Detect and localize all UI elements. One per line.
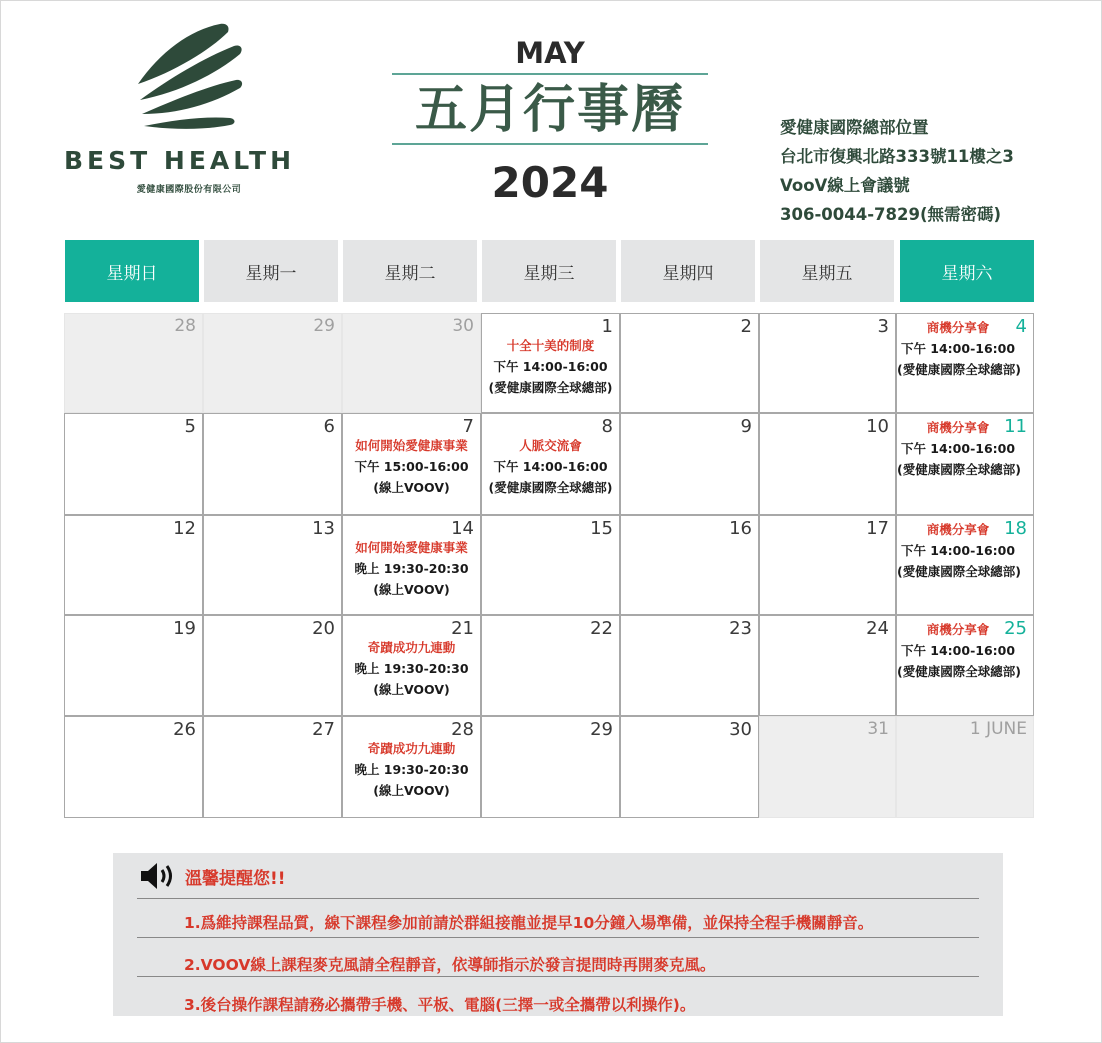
- weekday-monday: 星期一: [204, 240, 338, 302]
- event-location: (線上VOOV): [373, 582, 450, 597]
- event-title: 商機分享會: [926, 522, 990, 537]
- calendar-event: [343, 638, 480, 700]
- calendar-event: [897, 620, 1019, 682]
- day-number: 24: [866, 618, 889, 639]
- calendar-day-cell: [342, 615, 481, 716]
- calendar-day-cell: [620, 615, 759, 716]
- calendar-day-cell: [203, 413, 342, 515]
- calendar-day-cell: [896, 313, 1034, 413]
- day-number: 6: [323, 416, 335, 437]
- day-number: 14: [451, 518, 474, 539]
- event-title: 商機分享會: [926, 320, 990, 335]
- day-number: 13: [312, 518, 335, 539]
- day-number: 15: [590, 518, 613, 539]
- event-time: 下午 14:00-16:00: [900, 643, 1016, 658]
- calendar-day-cell: [64, 515, 203, 615]
- calendar-event: [897, 418, 1019, 480]
- month-english: MAY: [515, 36, 585, 70]
- day-number: 22: [590, 618, 613, 639]
- day-number: 1: [601, 316, 613, 337]
- calendar-day-cell: [620, 313, 759, 413]
- day-number: 29: [313, 316, 335, 336]
- calendar-event: [482, 336, 619, 398]
- day-number: 20: [312, 618, 335, 639]
- calendar-event: [343, 538, 480, 600]
- headquarters-info: [780, 113, 1080, 229]
- event-location: (線上VOOV): [373, 480, 450, 495]
- calendar-day-cell: [620, 515, 759, 615]
- event-title: 奇蹟成功九連動: [367, 741, 456, 756]
- event-location: (愛健康國際全球總部): [897, 462, 1021, 477]
- calendar-day-cell: [342, 313, 481, 413]
- day-number: 2: [740, 316, 752, 337]
- event-time: 下午 14:00-16:00: [900, 341, 1016, 356]
- event-title: 商機分享會: [926, 622, 990, 637]
- event-location: (愛健康國際全球總部): [488, 480, 613, 495]
- calendar-event: [897, 318, 1019, 380]
- weekday-saturday: 星期六: [900, 240, 1034, 302]
- calendar-day-cell: [620, 413, 759, 515]
- day-number: 19: [173, 618, 196, 639]
- day-number: 31: [867, 719, 889, 739]
- info-line: VooV線上會議號: [780, 176, 910, 195]
- calendar-day-cell: [203, 615, 342, 716]
- weekday-friday: 星期五: [760, 240, 894, 302]
- title-top-rule: [392, 73, 708, 75]
- day-number: 30: [452, 316, 474, 336]
- day-number: 18: [1004, 518, 1027, 539]
- calendar-day-cell: [342, 515, 481, 615]
- event-title: 如何開始愛健康事業: [355, 438, 468, 453]
- calendar-event: [897, 520, 1019, 582]
- divider: [137, 898, 979, 899]
- day-number: 21: [451, 618, 474, 639]
- event-location: (線上VOOV): [373, 682, 450, 697]
- weekday-tuesday: 星期二: [343, 240, 477, 302]
- calendar-day-cell: [64, 413, 203, 515]
- event-time: 晚上 19:30-20:30: [354, 762, 469, 777]
- calendar-day-cell: [64, 615, 203, 716]
- reminder-panel: [113, 853, 1003, 1016]
- calendar-day-cell: [896, 615, 1034, 716]
- event-location: (愛健康國際全球總部): [897, 664, 1021, 679]
- reminder-item: 1.爲維持課程品質，線下課程參加前請於群組接龍並提早10分鐘入場準備，並保持全程手機關靜音。: [184, 914, 874, 932]
- calendar-day-cell: [759, 313, 896, 413]
- event-time: 下午 14:00-16:00: [493, 459, 608, 474]
- day-number: 12: [173, 518, 196, 539]
- event-time: 下午 15:00-16:00: [354, 459, 469, 474]
- day-number: 1 JUNE: [969, 719, 1027, 739]
- calendar-day-cell: [620, 716, 759, 818]
- calendar-day-cell: [64, 313, 203, 413]
- event-title: 如何開始愛健康事業: [355, 540, 468, 555]
- calendar-event: [482, 436, 619, 498]
- calendar-day-cell: [481, 716, 620, 818]
- reminder-header: [139, 861, 286, 891]
- day-number: 4: [1015, 316, 1027, 337]
- page-title: 五月行事曆: [414, 80, 685, 140]
- event-location: (愛健康國際全球總部): [897, 362, 1021, 377]
- event-title: 十全十美的制度: [506, 338, 595, 353]
- event-location: (愛健康國際全球總部): [897, 564, 1021, 579]
- divider: [137, 937, 979, 938]
- title-bottom-rule: [392, 143, 708, 145]
- day-number: 29: [590, 719, 613, 740]
- calendar-day-cell: [759, 515, 896, 615]
- info-line: 306-0044-7829(無需密碼): [780, 205, 1002, 224]
- day-number: 3: [877, 316, 889, 337]
- day-number: 28: [451, 719, 474, 740]
- day-number: 10: [866, 416, 889, 437]
- event-location: (愛健康國際全球總部): [488, 380, 613, 395]
- calendar-day-cell: [342, 716, 481, 818]
- day-number: 7: [462, 416, 474, 437]
- calendar-day-cell: [759, 716, 896, 818]
- day-number: 16: [729, 518, 752, 539]
- calendar-day-cell: [759, 615, 896, 716]
- day-number: 8: [601, 416, 613, 437]
- event-title: 奇蹟成功九連動: [367, 640, 456, 655]
- event-time: 晚上 19:30-20:30: [354, 561, 469, 576]
- day-number: 28: [174, 316, 196, 336]
- day-number: 17: [866, 518, 889, 539]
- divider: [137, 976, 979, 977]
- calendar-day-cell: [896, 716, 1034, 818]
- reminder-title: 溫馨提醒您!!: [185, 868, 286, 889]
- best-health-leaf-logo-icon: [130, 22, 250, 132]
- calendar-day-cell: [481, 313, 620, 413]
- calendar-event: [343, 436, 480, 498]
- day-number: 9: [740, 416, 752, 437]
- info-line: 台北市復興北路333號11樓之3: [780, 147, 1014, 166]
- event-time: 下午 14:00-16:00: [493, 359, 608, 374]
- calendar-day-cell: [896, 515, 1034, 615]
- brand-logo-text: BEST HEALTH: [64, 146, 296, 175]
- calendar-grid: [64, 313, 1034, 818]
- calendar-day-cell: [203, 313, 342, 413]
- day-number: 30: [729, 719, 752, 740]
- event-time: 下午 14:00-16:00: [900, 543, 1016, 558]
- calendar-day-cell: [759, 413, 896, 515]
- event-time: 下午 14:00-16:00: [900, 441, 1016, 456]
- reminder-item: 2.VOOV線上課程麥克風請全程靜音，依導師指示於發言提問時再開麥克風。: [184, 956, 716, 974]
- speaker-icon: [139, 861, 179, 891]
- event-time: 晚上 19:30-20:30: [354, 661, 469, 676]
- calendar-day-cell: [64, 716, 203, 818]
- calendar-day-cell: [342, 413, 481, 515]
- event-title: 人脈交流會: [519, 438, 582, 453]
- calendar-event: [343, 739, 480, 801]
- weekday-wednesday: 星期三: [482, 240, 616, 302]
- day-number: 27: [312, 719, 335, 740]
- calendar-day-cell: [203, 515, 342, 615]
- day-number: 11: [1004, 416, 1027, 437]
- event-title: 商機分享會: [926, 420, 990, 435]
- day-number: 25: [1004, 618, 1027, 639]
- weekday-thursday: 星期四: [621, 240, 755, 302]
- calendar-day-cell: [896, 413, 1034, 515]
- brand-company-name: 愛健康國際股份有限公司: [136, 185, 242, 195]
- calendar-day-cell: [481, 515, 620, 615]
- day-number: 26: [173, 719, 196, 740]
- info-line: 愛健康國際總部位置: [780, 118, 929, 137]
- day-number: 5: [184, 416, 196, 437]
- event-location: (線上VOOV): [373, 783, 450, 798]
- year: 2024: [491, 158, 609, 207]
- calendar-day-cell: [203, 716, 342, 818]
- weekday-sunday: 星期日: [65, 240, 199, 302]
- calendar-day-cell: [481, 615, 620, 716]
- day-number: 23: [729, 618, 752, 639]
- reminder-item: 3.後台操作課程請務必攜帶手機、平板、電腦(三擇一或全攜帶以利操作)。: [184, 996, 696, 1014]
- calendar-day-cell: [481, 413, 620, 515]
